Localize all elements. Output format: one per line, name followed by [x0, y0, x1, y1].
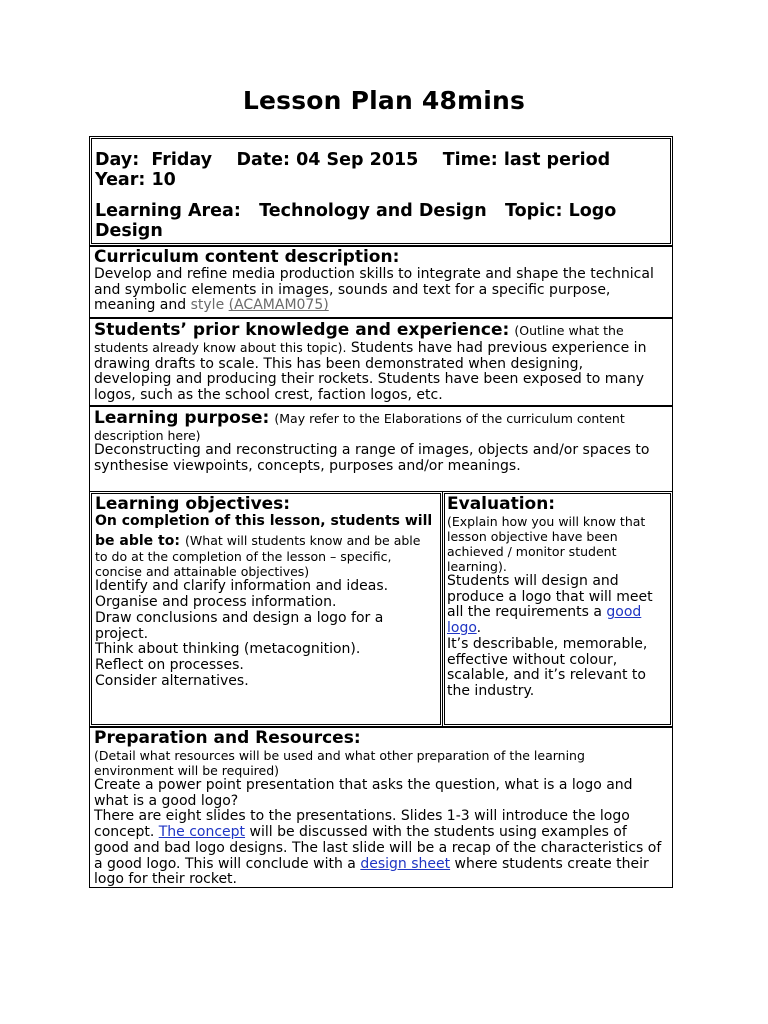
- header-line-4: [95, 221, 667, 241]
- objective-item: Organise and process information.: [95, 594, 337, 611]
- evaluation-line-3: [447, 605, 668, 621]
- topic-value-continued: Design: [95, 221, 163, 241]
- evaluation-text-2: produce a logo that will meet: [447, 588, 653, 605]
- the-concept-link[interactable]: The concept: [158, 824, 246, 841]
- design-sheet-link[interactable]: design sheet: [360, 855, 451, 872]
- evaluation-text-8: the industry.: [447, 682, 535, 699]
- curriculum-box: [89, 246, 673, 318]
- purpose-text-1: Deconstructing and reconstructing a range of images, objects and/or spaces to: [94, 442, 650, 458]
- purpose-text-2: synthesise viewpoints, concepts, purposes and/or meanings.: [94, 457, 521, 474]
- evaluation-cell: [442, 491, 673, 727]
- evaluation-text-5: It’s describable, memorable,: [447, 635, 648, 652]
- objectives-note-2: to do at the completion of the lesson – specific,: [95, 549, 392, 565]
- header-box: [89, 136, 673, 246]
- good-logo-link[interactable]: good: [606, 604, 642, 621]
- preparation-line-4: [94, 825, 668, 841]
- prior-note-2: students already know about this topic).: [94, 340, 347, 355]
- preparation-text-2: what is a good logo?: [94, 792, 239, 809]
- learning-purpose-box: [89, 406, 673, 492]
- area-value: Technology and Design: [259, 201, 487, 221]
- objective-item: Draw conclusions and design a logo for a: [95, 609, 384, 626]
- purpose-line-1: [94, 408, 668, 428]
- acara-code-link[interactable]: (ACAMAM075): [228, 297, 329, 314]
- objectives-lead-1: On completion of this lesson, students will: [95, 513, 433, 529]
- evaluation-text-6: effective without colour,: [447, 651, 618, 668]
- objectives-evaluation-box: [89, 491, 673, 727]
- curriculum-text-3-lead: meaning and: [94, 297, 187, 314]
- day-value: Friday: [151, 150, 213, 170]
- prior-heading: Students’ prior knowledge and experience:: [94, 320, 510, 340]
- prior-text-5: logos, such as the school crest, faction logos, etc.: [94, 387, 443, 404]
- curriculum-heading: Curriculum content description:: [94, 247, 400, 267]
- evaluation-heading: Evaluation:: [447, 494, 556, 514]
- day-label: Day:: [95, 150, 140, 170]
- preparation-text-4b: will be discussed with the students using examples of: [249, 824, 627, 841]
- objective-item: Think about thinking (metacognition).: [95, 641, 361, 658]
- preparation-text-6b: where students create their: [454, 855, 649, 872]
- objectives-heading: Learning objectives:: [95, 494, 291, 514]
- date-label: Date:: [236, 150, 291, 170]
- page-title: Lesson Plan 48mins: [242, 86, 526, 115]
- prior-note-1: (Outline what the: [514, 323, 624, 338]
- purpose-note-1: (May refer to the Elaborations of the curriculum content: [274, 411, 625, 426]
- preparation-text-7: logo for their rocket.: [94, 871, 238, 888]
- objectives-lead-2: be able to:: [95, 532, 180, 549]
- topic-value: Logo: [568, 201, 617, 221]
- evaluation-note-4: learning).: [447, 559, 507, 574]
- evaluation-text-1: Students will design and: [447, 573, 619, 589]
- style-word: style: [190, 297, 225, 314]
- curriculum-text-3: [94, 298, 668, 314]
- evaluation-text-7: scalable, and it’s relevant to: [447, 667, 646, 684]
- objective-item: Consider alternatives.: [95, 672, 249, 689]
- objective-item: project.: [95, 625, 149, 642]
- prior-text-3: drawing drafts to scale. This has been demonstrated when designing,: [94, 355, 584, 372]
- preparation-text-1: Create a power point presentation that asks the question, what is a logo and: [94, 777, 633, 793]
- objectives-note-3: concise and attainable objectives): [95, 564, 310, 580]
- evaluation-line-4: [447, 621, 668, 637]
- preparation-text-4a: concept.: [94, 824, 155, 841]
- preparation-text-6a: a good logo. This will conclude with a: [94, 855, 356, 872]
- evaluation-text-4: .: [476, 620, 482, 637]
- preparation-line-6: [94, 857, 668, 873]
- time-value: last period: [503, 150, 611, 170]
- objectives-cell: [89, 491, 443, 727]
- good-logo-link-continued[interactable]: logo: [447, 620, 477, 637]
- evaluation-note-2: lesson objective have been: [447, 529, 618, 544]
- curriculum-text-1: Develop and refine media production skills to integrate and shape the technical: [94, 266, 654, 282]
- evaluation-note-3: achieved / monitor student: [447, 544, 617, 559]
- preparation-box: [89, 727, 673, 888]
- evaluation-text-3: all the requirements a: [447, 604, 602, 621]
- objectives-note-1: (What will students know and be able: [185, 532, 421, 548]
- purpose-heading: Learning purpose:: [94, 408, 270, 428]
- header-line-1: [95, 150, 667, 170]
- prior-text-2: Students have had previous experience in: [350, 340, 647, 356]
- topic-label: Topic:: [504, 201, 563, 221]
- objectives-line-lead-2: [95, 530, 437, 550]
- preparation-heading: Preparation and Resources:: [94, 728, 361, 748]
- header-line-3: [95, 201, 667, 221]
- area-label: Learning Area:: [95, 201, 241, 221]
- prior-line-1: [94, 320, 668, 340]
- curriculum-text-2: and symbolic elements in images, sounds and text for a specific purpose,: [94, 281, 611, 298]
- preparation-note-1: (Detail what resources will be used and what other preparation of the learning: [94, 748, 585, 763]
- evaluation-note-1: (Explain how you will know that: [447, 514, 646, 529]
- objective-item: Reflect on processes.: [95, 656, 244, 673]
- time-label: Time:: [442, 150, 498, 170]
- prior-line-2: [94, 340, 668, 357]
- preparation-note-2: environment will be required): [94, 763, 280, 778]
- year-label: Year:: [95, 170, 146, 190]
- preparation-text-5: good and bad logo designs. The last slide will be a recap of the characteristics of: [94, 839, 662, 856]
- objective-item: Identify and clarify information and ideas.: [95, 578, 389, 595]
- prior-text-4: developing and producing their rockets. Students have been exposed to many: [94, 371, 645, 388]
- header-line-2: [95, 170, 667, 190]
- date-value: 04 Sep 2015: [296, 150, 419, 170]
- prior-knowledge-box: [89, 318, 673, 406]
- year-value: 10: [151, 170, 176, 190]
- preparation-text-3: There are eight slides to the presentations. Slides 1-3 will introduce the logo: [94, 808, 630, 825]
- purpose-note-2: description here): [94, 428, 201, 443]
